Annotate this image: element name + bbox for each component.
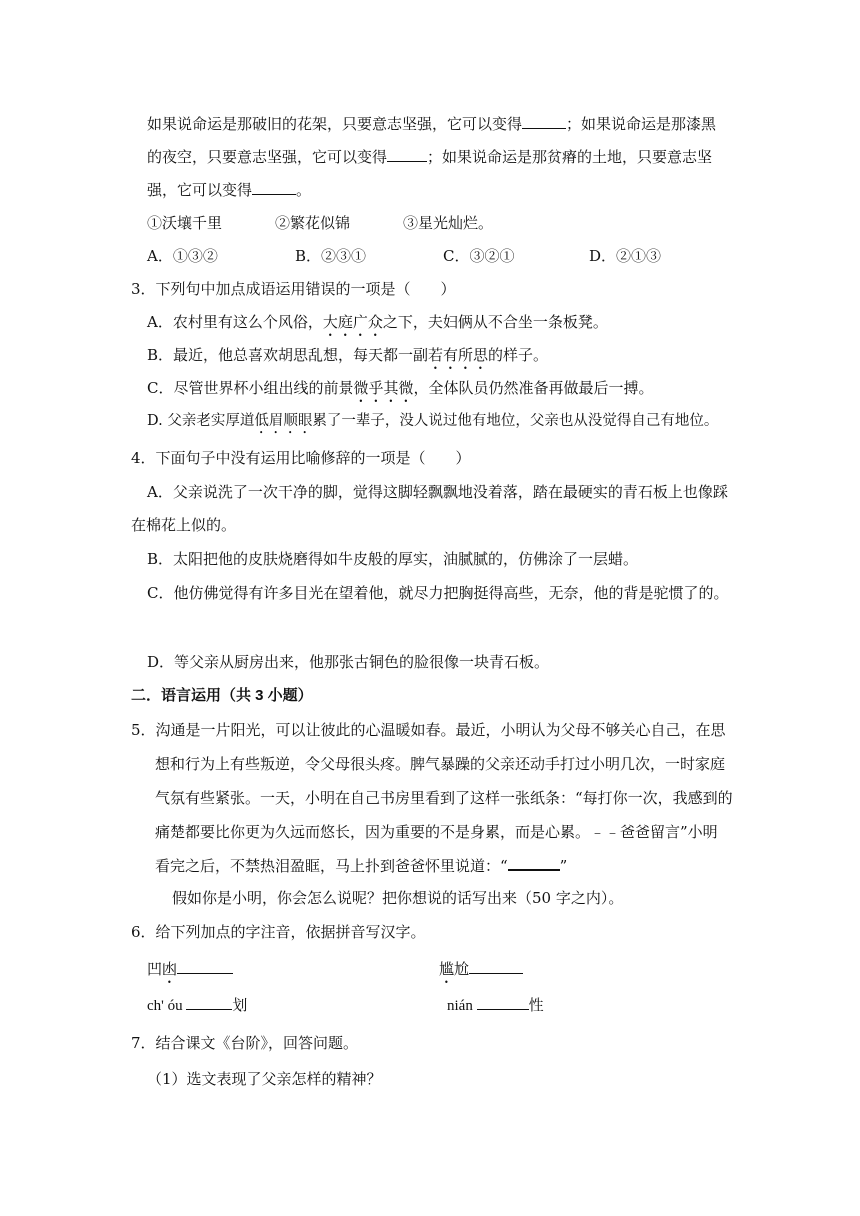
dotted-char: 尴: [439, 960, 455, 978]
q5-instruction: 假如你是小明，你会怎么说呢？把你想说的话写出来（50 字之内）。: [172, 889, 624, 907]
section-heading: 二．语言运用（共 3 小题）: [131, 687, 313, 704]
dotted-idiom: 若有所思: [428, 346, 489, 364]
q5-line4: 痛楚都要比你更为久远而悠长，因为重要的不是身累，而是心累。﹣﹣爸爸留言”小明: [155, 823, 718, 841]
dotted-idiom: 大庭广众: [322, 313, 383, 331]
q5-line5: 看完之后，不禁热泪盈眶，马上扑到爸爸怀里说道：“ ”: [155, 857, 568, 875]
q2-line1: 如果说命运是那破旧的花架，只要意志坚强，它可以变得 ；如果说命运是那漆黑: [147, 115, 717, 133]
q3-option-d[interactable]: D. 父亲老实厚道低眉顺眼累了一辈子，没人说过他有地位，父亲也从没觉得自己有地位。: [147, 413, 719, 429]
q3-stem: 3．下列句中加点成语运用错误的一项是（ ）: [131, 280, 456, 298]
q6-word-4: nián 性: [447, 995, 544, 1017]
q5-line3: 气氛有些紧张。一天，小明在自己书房里看到了这样一张纸条：“每打你一次，我感到的: [155, 789, 733, 807]
q3-option-a[interactable]: A．农村里有这么个风俗，大庭广众之下，夫妇俩从不合坐一条板凳。: [147, 313, 608, 331]
option-c[interactable]: C．③②①: [443, 247, 515, 265]
q6-word-1: 凹凼: [147, 958, 233, 987]
q3-option-c[interactable]: C．尽管世界杯小组出线的前景微乎其微，全体队员仍然准备再做最后一搏。: [147, 379, 654, 397]
q4-option-a-cont: 在棉花上似的。: [131, 516, 237, 534]
q2-options: [147, 245, 661, 267]
q6-word-2: 尴尬: [439, 958, 523, 987]
q4-option-b[interactable]: B．太阳把他的皮肤烧磨得如牛皮般的厚实，油腻腻的，仿佛涂了一层蜡。: [147, 550, 639, 568]
q7-sub1: （1）选文表现了父亲怎样的精神？: [147, 1070, 382, 1088]
answer-blank[interactable]: [522, 114, 566, 129]
item-3: ③星光灿烂。: [403, 214, 494, 232]
q7-stem: 7．结合课文《台阶》，回答问题。: [131, 1034, 359, 1052]
answer-blank[interactable]: [186, 995, 232, 1010]
q4-option-c[interactable]: C．他仿佛觉得有许多目光在望着他，就尽力把胸挺得高些，无奈，他的背是驼惯了的。: [147, 584, 729, 602]
answer-blank[interactable]: [508, 855, 560, 871]
q6-word-3: ch' óu 划: [147, 995, 247, 1017]
dotted-idiom: 微乎其微: [353, 379, 414, 397]
answer-blank[interactable]: [177, 959, 233, 974]
q5-line2: 想和行为上有些叛逆，令父母很头疼。脾气暴躁的父亲还动手打过小明几次，一时家庭: [155, 755, 726, 773]
option-d[interactable]: D．②①③: [589, 247, 662, 265]
q2-line3: 强，它可以变得 。: [147, 181, 312, 199]
answer-blank[interactable]: [477, 995, 529, 1010]
q4-option-d[interactable]: D．等父亲从厨房出来，他那张古铜色的脸很像一块青石板。: [147, 653, 550, 671]
item-2: ②繁花似锦: [275, 214, 351, 232]
q4-option-a[interactable]: A．父亲说洗了一次干净的脚，觉得这脚轻飘飘地没着落，踏在最硬实的青石板上也像踩: [147, 483, 728, 501]
option-b[interactable]: B．②③①: [295, 247, 367, 265]
answer-blank[interactable]: [387, 147, 427, 162]
dotted-idiom: 低眉顺眼: [254, 413, 313, 429]
q2-line2: 的夜空，只要意志坚强，它可以变得 ；如果说命运是那贫瘠的土地，只要意志坚: [147, 148, 713, 166]
answer-blank[interactable]: [469, 959, 523, 974]
item-1: ①沃壤千里: [147, 214, 223, 232]
q6-stem: 6．给下列加点的字注音，依据拼音写汉字。: [131, 923, 426, 941]
answer-blank[interactable]: [252, 180, 296, 195]
option-a[interactable]: A．①③②: [147, 247, 218, 265]
dotted-char: 凼: [162, 960, 178, 978]
q4-stem: 4．下面句子中没有运用比喻修辞的一项是（ ）: [131, 449, 471, 467]
q5-line1: 5．沟通是一片阳光，可以让彼此的心温暖如春。最近，小明认为父母不够关心自己，在思: [131, 721, 726, 739]
q3-option-b[interactable]: B．最近，他总喜欢胡思乱想，每天都一副若有所思的样子。: [147, 346, 549, 364]
q2-items: [147, 212, 493, 234]
